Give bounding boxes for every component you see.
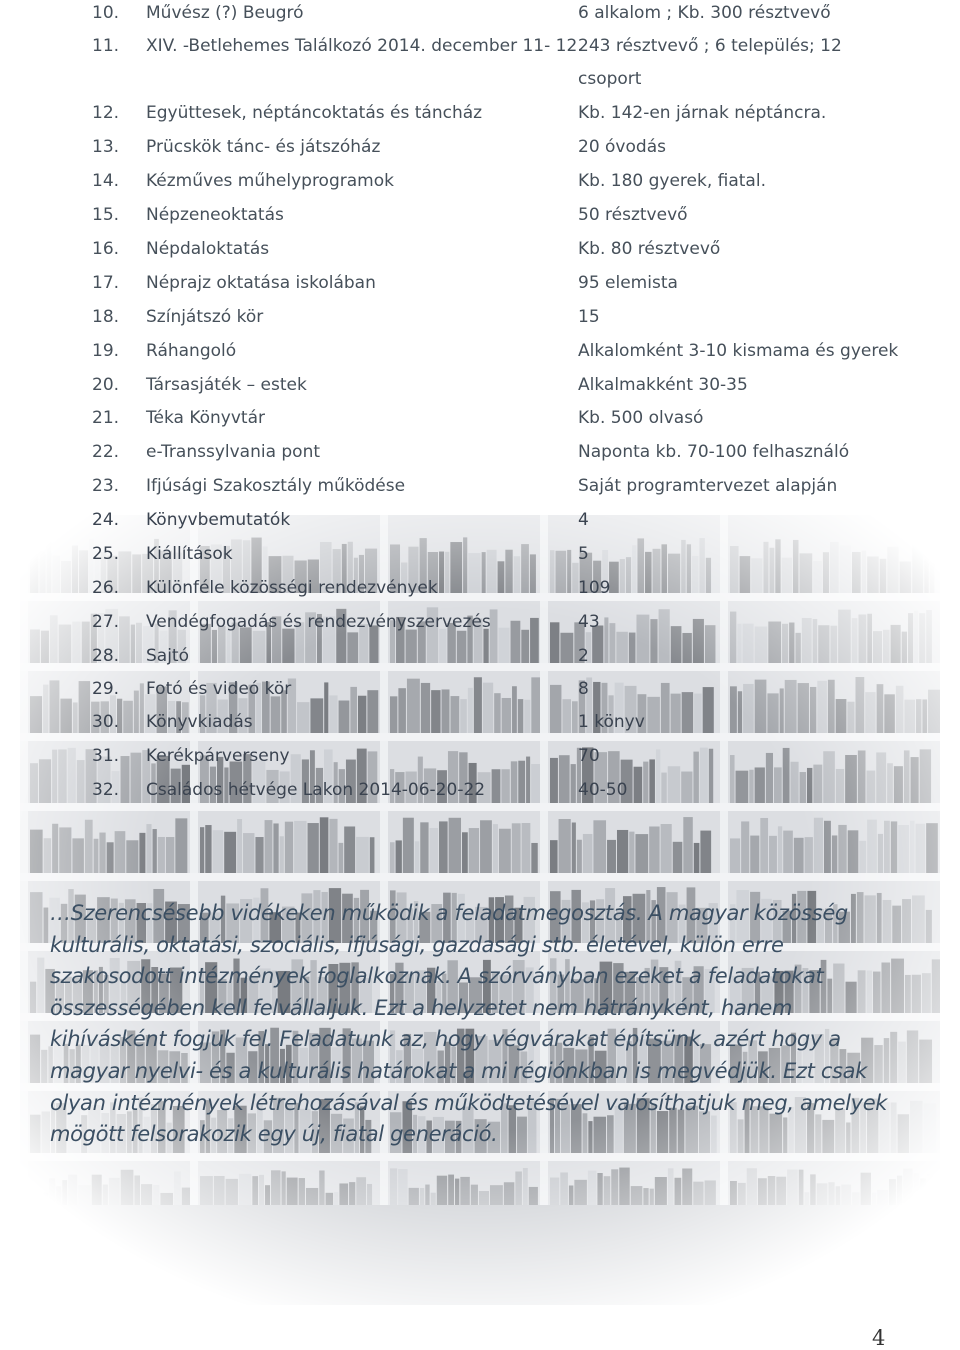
book-spine xyxy=(72,838,83,873)
item-value: 43 xyxy=(578,612,600,632)
book-spine xyxy=(99,833,105,873)
item-label: Családos hétvége Lakon 2014-06-20-22 xyxy=(146,780,486,800)
book-spine xyxy=(166,837,174,873)
item-value: Kb. 142-en járnak néptáncra. xyxy=(578,103,827,123)
book-spine xyxy=(396,840,402,873)
book-spine xyxy=(213,830,224,873)
item-value: 109 xyxy=(578,578,611,598)
item-number: 25. xyxy=(92,544,120,564)
book-spine xyxy=(339,843,344,873)
item-number: 19. xyxy=(92,341,120,361)
shelf-board xyxy=(540,1153,720,1161)
item-label: Kiállítások xyxy=(146,544,233,564)
book-spine xyxy=(926,823,938,873)
book-spine xyxy=(280,836,284,873)
item-label: Prücskök tánc- és játszóház xyxy=(146,137,381,157)
book-spine xyxy=(308,823,319,873)
list-item xyxy=(0,473,960,503)
item-label: Társasjáték – estek xyxy=(146,375,307,395)
item-number: 31. xyxy=(92,746,120,766)
book-spine xyxy=(924,1103,937,1153)
book-spine xyxy=(898,825,909,873)
list-item xyxy=(0,777,960,807)
book-spine xyxy=(635,834,648,873)
item-number: 13. xyxy=(92,137,120,157)
item-number: 30. xyxy=(92,712,120,732)
book-spine xyxy=(449,818,461,873)
book-spine xyxy=(493,824,498,873)
item-label: Népdaloktatás xyxy=(146,239,270,259)
book-spine xyxy=(126,840,138,873)
item-value: 15 xyxy=(578,307,600,327)
item-value: Kb. 500 olvasó xyxy=(578,408,704,428)
item-label: Népzeneoktatás xyxy=(146,205,284,225)
item-value: Saját programtervezet alapján xyxy=(578,476,838,496)
book-spine xyxy=(158,837,165,873)
item-value: 243 résztvevő ; 6 település; 12 xyxy=(578,36,842,56)
list-item xyxy=(0,439,960,469)
list-item xyxy=(0,100,960,130)
book-spine xyxy=(867,820,877,873)
item-number: 20. xyxy=(92,375,120,395)
book-spine xyxy=(884,821,890,873)
book-spine xyxy=(919,1040,932,1083)
book-spine xyxy=(926,910,932,943)
item-number: 32. xyxy=(92,780,120,800)
book-spine xyxy=(805,837,813,873)
book-spine xyxy=(577,840,582,873)
book-spine xyxy=(356,837,369,873)
book-spine xyxy=(550,840,558,873)
item-value: 1 könyv xyxy=(578,712,645,732)
floor-area xyxy=(20,1205,940,1305)
item-label: Vendégfogadás és rendezvényszervezés xyxy=(146,612,491,632)
book-spine xyxy=(420,822,428,873)
book-spine xyxy=(205,825,211,873)
item-value: 2 xyxy=(578,646,589,666)
book-spine xyxy=(694,843,700,873)
shelf-board xyxy=(190,1153,380,1161)
item-number: 12. xyxy=(92,103,120,123)
closing-paragraph: …Szerencsésebb vidékeken működik a feladatmegosztás. A magyar közösség kulturális, oktatási, szociális, ifjúsági, gazdasági stb. életével, külön erre szakosodott intézmények foglalkoznak. A szórványban ezeket a feladatokat összességében kell felvállaljuk. Ezt a helyzetet nem hátrányként, hanem kihívásként fogjuk fel. Feladatunk az, hogy végvárakat építsünk, azért hogy a magyar nyelvi- és a kulturális határokat a mi régiónkban is megvédjük. Ezt csak olyan intézmények létrehozásával és működtetésével valósíthatjuk meg, amelyek mögött felsorakozik egy új, fiatal generáció. xyxy=(50,901,888,1147)
book-spine xyxy=(403,818,414,873)
book-spine xyxy=(139,833,145,873)
book-spine xyxy=(912,975,921,1013)
list-item xyxy=(0,33,960,89)
book-spine xyxy=(273,823,278,873)
book-spine xyxy=(462,832,468,873)
book-spine xyxy=(390,842,395,873)
list-item xyxy=(0,507,960,537)
book-spine xyxy=(593,820,606,873)
list-item xyxy=(0,372,960,402)
shelf-board xyxy=(190,873,380,881)
item-label: Együttesek, néptáncoktatás és táncház xyxy=(146,103,483,123)
book-spine xyxy=(265,820,273,873)
book-spine xyxy=(294,821,306,873)
shelf-board xyxy=(20,1153,190,1161)
book-spine xyxy=(583,834,593,873)
book-spine xyxy=(85,820,93,873)
book-spine xyxy=(237,819,242,873)
book-spine xyxy=(572,822,576,873)
item-value: 50 résztvevő xyxy=(578,205,688,225)
book-spine xyxy=(661,824,672,873)
book-spine xyxy=(700,831,711,873)
book-spine xyxy=(832,835,837,873)
book-spine xyxy=(370,837,375,873)
book-spine xyxy=(522,823,531,873)
book-spine xyxy=(673,842,683,873)
book-spine xyxy=(629,832,634,873)
list-item xyxy=(0,743,960,773)
item-label: Ifjúsági Szakosztály működése xyxy=(146,476,406,496)
item-label: Színjátszó kör xyxy=(146,307,264,327)
book-spine xyxy=(42,1111,50,1153)
book-spine xyxy=(559,819,571,873)
shelf-board xyxy=(720,1153,940,1161)
book-spine xyxy=(224,832,236,873)
book-spine xyxy=(415,841,419,873)
item-value: Naponta kb. 70-100 felhasználó xyxy=(578,442,850,462)
item-label: XIV. -Betlehemes Találkozó 2014. december 11- 12. xyxy=(146,36,583,56)
list-item xyxy=(0,709,960,739)
book-spine xyxy=(37,958,44,1013)
item-label: Ráhangoló xyxy=(146,341,237,361)
list-item xyxy=(0,609,960,639)
book-spine xyxy=(814,818,823,873)
item-value: Alkalomként 3-10 kismama és gyerek xyxy=(578,341,899,361)
item-value: 40-50 xyxy=(578,780,628,800)
book-spine xyxy=(30,1035,40,1083)
book-spine xyxy=(932,959,940,1013)
item-label: Sajtó xyxy=(146,646,189,666)
book-spine xyxy=(285,822,293,873)
item-value: 8 xyxy=(578,679,589,699)
book-spine xyxy=(848,830,859,873)
book-spine xyxy=(910,821,915,873)
list-item xyxy=(0,643,960,673)
book-spine xyxy=(794,838,804,873)
book-spine xyxy=(683,817,692,873)
book-spine xyxy=(480,820,492,873)
book-spine xyxy=(52,824,58,873)
item-label: Könyvkiadás xyxy=(146,712,253,732)
book-spine xyxy=(430,828,438,873)
item-number: 23. xyxy=(92,476,120,496)
list-item xyxy=(0,270,960,300)
book-spine xyxy=(730,838,740,873)
item-label: Különféle közösségi rendezvények xyxy=(146,578,438,598)
book-spine xyxy=(778,826,782,873)
item-label: Kerékpárverseny xyxy=(146,746,290,766)
item-label: Kézműves műhelyprogramok xyxy=(146,171,394,191)
book-spine xyxy=(175,818,187,873)
book-spine xyxy=(59,827,71,873)
list-item xyxy=(0,338,960,368)
list-item xyxy=(0,304,960,334)
book-spine xyxy=(30,982,36,1013)
item-label: Könyvbemutatók xyxy=(146,510,291,530)
item-number: 21. xyxy=(92,408,120,428)
book-spine xyxy=(916,824,926,873)
book-spine xyxy=(912,895,925,943)
book-spine xyxy=(617,830,628,873)
list-item xyxy=(0,575,960,605)
item-value: Kb. 80 résztvevő xyxy=(578,239,721,259)
item-number: 10. xyxy=(92,3,120,23)
list-item xyxy=(0,236,960,266)
book-spine xyxy=(44,838,52,873)
shelf-board xyxy=(540,873,720,881)
book-spine xyxy=(107,842,114,873)
item-number: 17. xyxy=(92,273,120,293)
book-spine xyxy=(344,826,355,873)
item-label: Művész (?) Beugró xyxy=(146,3,304,23)
list-item xyxy=(0,405,960,435)
book-spine xyxy=(750,836,759,873)
item-value: 6 alkalom ; Kb. 300 résztvevő xyxy=(578,3,831,23)
list-item xyxy=(0,0,960,30)
shelf-board xyxy=(720,873,940,881)
book-spine xyxy=(30,1115,41,1153)
book-spine xyxy=(531,843,537,873)
item-value: 5 xyxy=(578,544,589,564)
book-spine xyxy=(859,841,866,873)
shelf-board xyxy=(380,1153,540,1161)
item-value: 4 xyxy=(578,510,589,530)
book-spine xyxy=(146,824,151,873)
list-item xyxy=(0,202,960,232)
book-spine xyxy=(329,819,337,873)
book-spine xyxy=(649,826,659,873)
item-number: 28. xyxy=(92,646,120,666)
item-number: 24. xyxy=(92,510,120,530)
book-spine xyxy=(41,1050,47,1083)
item-number: 18. xyxy=(92,307,120,327)
item-value: 70 xyxy=(578,746,600,766)
item-label: Néprajz oktatása iskolában xyxy=(146,273,376,293)
item-number: 27. xyxy=(92,612,120,632)
list-item xyxy=(0,676,960,706)
item-value: 95 elemista xyxy=(578,273,678,293)
book-spine xyxy=(783,831,793,873)
item-number: 29. xyxy=(92,679,120,699)
item-value-continued: csoport xyxy=(578,69,642,89)
book-spine xyxy=(878,834,883,873)
book-spine xyxy=(910,1101,922,1153)
shelf-board xyxy=(20,873,190,881)
list-item xyxy=(0,134,960,164)
item-number: 11. xyxy=(92,36,120,56)
book-spine xyxy=(607,840,616,873)
book-spine xyxy=(243,833,254,873)
list-item xyxy=(0,541,960,571)
book-spine xyxy=(760,818,768,873)
item-label: Téka Könyvtár xyxy=(146,408,265,428)
page-number: 4 xyxy=(872,1326,886,1350)
shelf-board xyxy=(380,873,540,881)
book-spine xyxy=(922,973,931,1013)
book-spine xyxy=(200,827,204,873)
book-spine xyxy=(30,830,43,873)
item-value: Alkalmakként 30-35 xyxy=(578,375,748,395)
book-spine xyxy=(30,892,43,943)
book-spine xyxy=(320,817,329,873)
book-spine xyxy=(838,825,846,873)
item-number: 26. xyxy=(92,578,120,598)
book-spine xyxy=(115,831,126,873)
item-number: 14. xyxy=(92,171,120,191)
book-spine xyxy=(153,829,157,873)
book-spine xyxy=(769,836,777,873)
book-spine xyxy=(824,821,831,873)
book-spine xyxy=(741,821,749,873)
book-spine xyxy=(512,823,521,873)
list-item xyxy=(0,168,960,198)
item-number: 16. xyxy=(92,239,120,259)
book-spine xyxy=(891,821,897,873)
book-spine xyxy=(94,839,99,873)
item-value: 20 óvodás xyxy=(578,137,666,157)
book-spine xyxy=(469,828,479,873)
book-spine xyxy=(499,829,511,873)
item-label: e-Transsylvania pont xyxy=(146,442,321,462)
book-spine xyxy=(255,837,263,873)
item-number: 22. xyxy=(92,442,120,462)
item-value: Kb. 180 gyerek, fiatal. xyxy=(578,171,766,191)
book-spine xyxy=(44,908,49,943)
item-number: 15. xyxy=(92,205,120,225)
item-label: Fotó és videó kör xyxy=(146,679,292,699)
book-spine xyxy=(439,821,448,873)
